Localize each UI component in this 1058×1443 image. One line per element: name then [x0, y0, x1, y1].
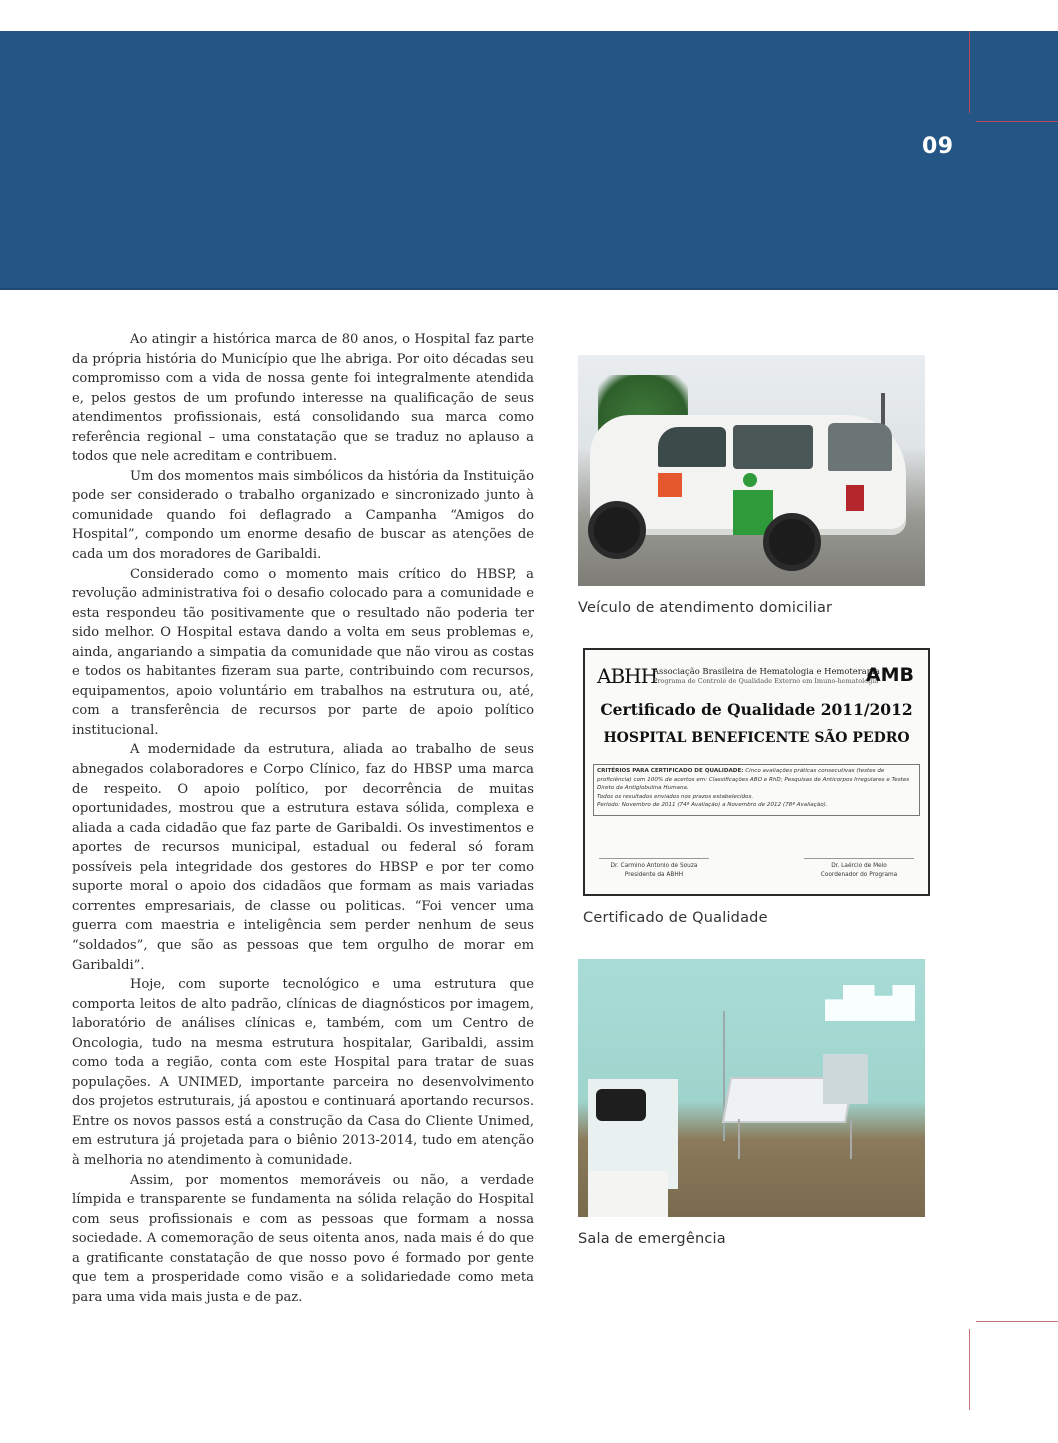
hospital-badge: [743, 473, 757, 487]
signature-right: Dr. Laércio de Melo Coordenador do Programa: [804, 858, 914, 880]
signature-left: Dr. Carmino Antonio de Souza Presidente da ABHH: [599, 858, 709, 880]
vehicle-photo: [578, 355, 925, 586]
paragraph: Hoje, com suporte tecnológico e uma estrutura que comporta leitos de alto padrão, clínicas de diagnósticos por imagem, laboratório de análises clínicas e, também, com um Centro de Oncologia, tudo na mesma estrutura hospitalar, Garibaldi, assim como toda a região, conta com este Hospital para tratar de suas populações. A UNIMED, importante parceira no desenvolvimento dos projetos estruturais, já apostou e continuará aportando recursos. Entre os novos passos está a construção da Casa do Cliente Unimed, em estrutura já projetada para o biênio 2013-2014, tudo em atenção à melhoria no atendimento à comunidade.: [72, 977, 534, 1168]
wheel: [588, 501, 646, 559]
figure-vehicle: [578, 355, 925, 616]
crop-mark-bottom-vertical: [969, 1329, 970, 1410]
window-light: [825, 985, 915, 1021]
car-window: [828, 423, 892, 471]
bag: [596, 1089, 646, 1121]
emergency-room-photo: [578, 959, 925, 1217]
paragraph: Considerado como o momento mais crítico do HBSP, a revolução administrativa foi o desafio colocado para a comunidade e esta respondeu tão positivamente que o resultado não poderia ter sido melhor. O Hospital estava dando a volta em seus problemas e, ainda, angariando a simpatia da comunidade que não virou as costas e todos os habitantes fizeram sua parte, contribuindo com recursos, equipamentos, apoio voluntário em trabalhos na estrutura ou, até, com a transferência de recursos por parte de apoio político institucional.: [72, 566, 534, 738]
car-window: [733, 425, 813, 469]
page-number: 09: [922, 134, 954, 159]
crop-mark-bottom-horizontal: [976, 1321, 1058, 1322]
certificate-criteria: CRITÉRIOS PARA CERTIFICADO DE QUALIDADE: Cinco avaliações práticas consecutivas (testes de proficiência) com 100% de acertos em: Classificações ABO e RhD; Pesquisas de Anticorpos Irregulares e Testes Direto da Antiglobulina Humana. Todos os resultados enviados nos prazos estabelecidos. Período: Novembro de 2011 (74ª Avaliação) a Novembro de 2012 (78ª Avaliação).: [593, 764, 920, 816]
article-body: [72, 330, 534, 1307]
unimed-logo: [658, 473, 682, 497]
crop-mark-top-vertical: [969, 31, 970, 113]
crop-mark-top-horizontal: [976, 121, 1058, 122]
figure-certificate: [583, 648, 921, 926]
bed-frame: [738, 1119, 852, 1159]
paragraph: Ao atingir a histórica marca de 80 anos, o Hospital faz parte da própria história do Município que lhe abriga. Por oito décadas seu compromisso com a vida de nossa gente foi integralmente atendida e, pelos gestos de um profundo interesse na qualificação de seus atendimentos profissionais, está consolidando sua marca como referência regional – uma constatação que se traduz no aplauso a todos que nele acreditam e contribuem.: [72, 332, 534, 465]
paragraph: A modernidade da estrutura, aliada ao trabalho de seus abnegados colaboradores e Corpo Clínico, faz do HBSP uma marca de respeito. O apoio político, por decorrência de muitas oportunidades, mostrou que a estrutura estava sólida, complexa e aliada a cada cidadão que faz parte de Garibaldi. Os investimentos e aportes de recursos municipal, estadual ou federal só foram possíveis pela integridade dos gestores do HBSP e por ter como suporte moral o apoio dos cidadãos que formam as mais variadas correntes empresariais, de classe ou politicas. “Foi vencer uma guerra com maestria e inteligência sem perder nenhum de seus “soldados”, que são as pessoas que tem orgulho de morar em Garibaldi”.: [72, 742, 534, 973]
taillight: [846, 485, 864, 511]
paragraph: Um dos momentos mais simbólicos da história da Instituição pode ser considerado o trabalho organizado e sincronizado junto à comunidade quando foi deflagrado a Campanha “Amigos do Hospital”, compondo um enorme desafio de buscar as atenções de cada um dos moradores de Garibaldi.: [72, 468, 534, 563]
figure-caption: Certificado de Qualidade: [583, 910, 768, 926]
certificate-header: [595, 660, 918, 696]
association-name: Associação Brasileira de Hematologia e Hemoterapia Programa de Controle de Qualidade Externo em Imuno-hematologia: [653, 666, 880, 685]
medical-monitor: [823, 1054, 868, 1104]
wheel: [763, 513, 821, 571]
header-band: [0, 31, 1058, 290]
amb-logo: AMB: [865, 664, 914, 686]
car-window: [658, 427, 726, 467]
certificate-title: Certificado de Qualidade 2011/2012: [600, 700, 913, 719]
certificate-hospital: HOSPITAL BENEFICENTE SÃO PEDRO: [603, 730, 910, 746]
certificate-image: [583, 648, 930, 896]
paragraph: Assim, por momentos memoráveis ou não, a verdade límpida e transparente se fundamenta na sólida relação do Hospital com seus profissionais e com as pessoas que formam a nossa sociedade. A comemoração de seus oitenta anos, nada mais é do que a gratificante constatação de que nosso povo é formado por gente que tem a prosperidade como visão e a solidariedade como meta para uma vida mais justa e de paz.: [72, 1172, 534, 1305]
figure-caption: Veículo de atendimento domiciliar: [578, 600, 833, 616]
waste-bin: [588, 1171, 668, 1217]
abhh-logo: ABHH: [597, 664, 658, 688]
figure-caption: Sala de emergência: [578, 1231, 726, 1247]
figure-emergency-room: [578, 959, 925, 1247]
